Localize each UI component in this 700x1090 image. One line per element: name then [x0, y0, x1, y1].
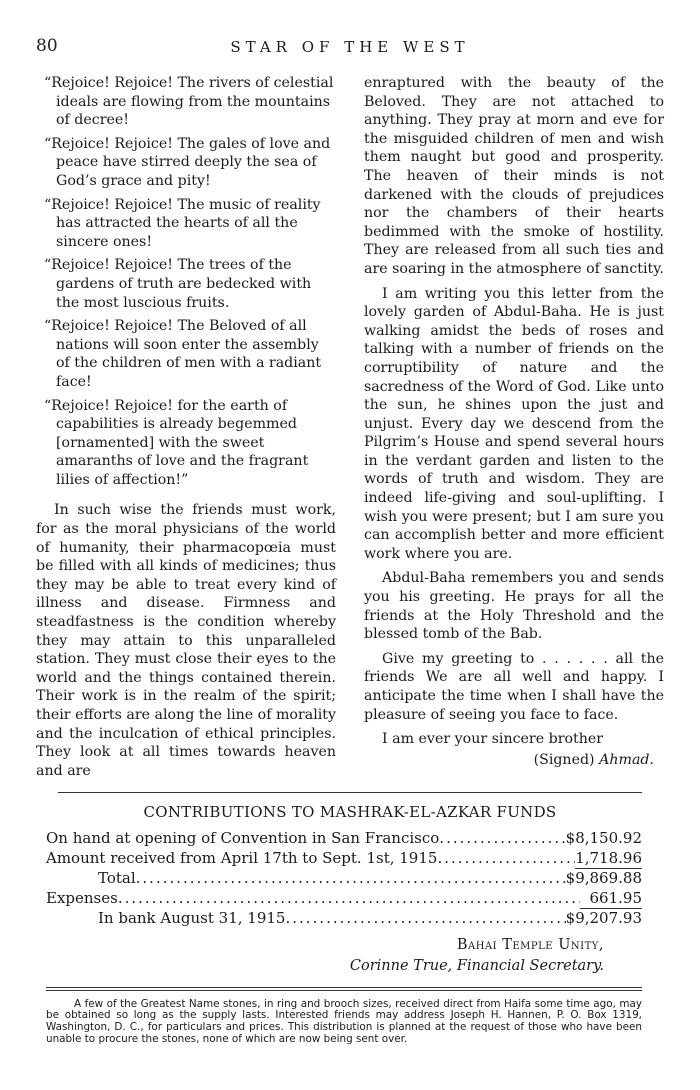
leader-dots [118, 889, 580, 909]
letter-signature [364, 751, 654, 770]
ledger-label: Amount received from April 17th to Sept. 1st, 1915 [46, 848, 438, 867]
ledger-label: Expenses [46, 888, 118, 907]
leader-dots [136, 869, 566, 889]
footnote: A few of the Greatest Name stones, in ring and brooch sizes, received direct from Haifa some time ago, may be obtained so long as the supply lasts. Interested friends may address Joseph H. Hannen, P. O. Box 1319, Washington, D. C., for particulars and prices. This distribution is planned at the request of those who have been unable to procure the stones, none of which are now being sent over. [46, 997, 642, 1045]
journal-title: STAR OF THE WEST [230, 38, 470, 56]
ledger-amount: $8,150.92 [565, 829, 642, 848]
leader-dots [439, 829, 565, 849]
verse: “Rejoice! Rejoice! The music of reality has attracted the hearts of all the sincere ones! [44, 196, 321, 250]
verse: “Rejoice! Rejoice! for the earth of capabilities is already begemmed [ornamented] with the sweet amaranths of love and the fragrant lilies of affection!” [44, 397, 309, 488]
verse: “Rejoice! Rejoice! The Beloved of all nations will soon enter the assembly of the children of men with a radiant face! [44, 318, 322, 390]
signed-prefix: (Signed) [533, 751, 595, 768]
page-number: 80 [36, 36, 58, 56]
ledger-amount: 661.95 [580, 889, 642, 910]
letter-closing: I am ever your sincere brother [382, 731, 604, 748]
ledger-amount: $9,207.93 [565, 909, 642, 928]
contributions-title: CONTRIBUTIONS TO MASHRAK-EL-AZKAR FUNDS [143, 803, 557, 822]
ledger-amount: $9,869.88 [565, 869, 642, 888]
contributions-signoff [36, 935, 604, 977]
ledger-label: On hand at opening of Convention in San Francisco [46, 829, 440, 848]
ledger-label: Total [98, 869, 136, 888]
page-header [36, 36, 664, 66]
left-column [36, 74, 336, 780]
body-paragraph: Abdul-Baha remembers you and sends you his greeting. He prays for all the friends at the Holy Threshold and the blessed tomb of the Bab. [364, 570, 664, 643]
ledger-row [46, 909, 642, 929]
leader-dots [285, 909, 565, 929]
secretary-signature: Corinne True, Financial Secretary. [349, 957, 604, 974]
right-column [364, 74, 664, 780]
ledger-label: In bank August 31, 1915 [98, 909, 286, 928]
ledger-row [46, 849, 642, 870]
leader-dots [437, 849, 575, 869]
ledger-row [46, 869, 642, 889]
body-paragraph: I am writing you this letter from the lovely garden of Abdul-Baha. He is just walking amidst the beds of roses and talking with a number of friends on the corruptibility of nature and the sacredness of the Word of God. Like unto the sun, he shines upon the just and unjust. Every day we descend from the Pilgrim’s House and spend several hours in the verdant garden and listen to the words of truth and wisdom. They are indeed life-giving and soul-uplifting. I wish you were present; but I am sure you can accomplish better and more efficient work where you are. [364, 285, 664, 562]
ledger-row [46, 829, 642, 849]
section-divider [58, 792, 642, 793]
signer-name: Ahmad. [599, 751, 654, 768]
body-paragraph: Give my greeting to . . . . . . all the friends We are all well and happy. I anticipate the time when I shall have the pleasure of seeing you face to face. [364, 650, 664, 723]
ledger-row [46, 889, 642, 910]
contributions-ledger [46, 829, 642, 929]
ledger-amount: 1,718.96 [575, 849, 642, 870]
article-columns [36, 74, 664, 780]
body-paragraph: enraptured with the beauty of the Beloved. They are not attached to anything. They pray at morn and eve for the misguided children of men and wish them naught but good and prosperity. The heaven of their minds is not darkened with the clouds of prejudices nor the chambers of their hearts bedimmed with the smoke of hostility. They are released from all such ties and are soaring in the atmosphere of sanctity. [364, 75, 664, 277]
verse: “Rejoice! Rejoice! The rivers of celestial ideals are flowing from the mountains of decree! [44, 75, 334, 129]
organization-name: Bahai Temple Unity, [456, 936, 604, 953]
verse: “Rejoice! Rejoice! The gales of love and peace have stirred deeply the sea of God’s grace and pity! [44, 135, 331, 189]
footnote-divider [46, 987, 642, 991]
body-paragraph: In such wise the friends must work, for as the moral physicians of the world of humanity, their pharmacopœia must be filled with all kinds of medicines; thus they may be able to treat every kind of illness and disease. Firmness and steadfastness is the condition whereby they may attain to this unparalleled station. They must close their eyes to the world and the things contained therein. Their work is in the realm of the spirit; their efforts are along the line of morality and the inculcation of ethical principles. They look at all times towards heaven and are [36, 502, 336, 779]
verse: “Rejoice! Rejoice! The trees of the gardens of truth are bedecked with the most luscious fruits. [44, 257, 312, 311]
